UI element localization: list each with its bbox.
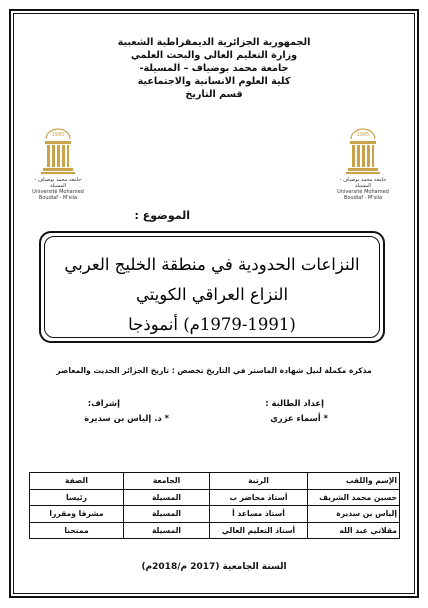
university-emblem-icon [30,125,86,177]
table-row [30,489,400,506]
prepared-by-label: إعداد الطالبة : [265,398,324,408]
supervision-label: إشراف: [87,398,120,408]
jury-member-rank: أستاذ مساعد أ [210,506,308,523]
thesis-title-line-2: النزاع العراقي الكويتي [135,285,289,304]
jury-member-role: رئيسا [30,489,124,506]
logo-year-text: 1985 [51,132,65,138]
header-republic: الجمهورية الجزائرية الديمقراطية الشعبية [117,37,311,48]
logo-caption-right [335,177,391,201]
degree-statement: مذكرة مكملة لنيل شهادة الماستر في التاريخ تخصص : تاريخ الجزائر الحديث والمعاصر [56,366,372,375]
jury-member-rank: أستاذ محاضر ب [210,489,308,506]
university-logo-left [30,125,86,201]
header-ministry: وزارة التعليم العالي والبحث العلمي [130,50,298,61]
student-name: * أسماء عزري [270,413,328,423]
thesis-title-box [39,231,385,343]
jury-member-role: مشرفا ومقررا [30,506,124,523]
logo-year-text: 1985 [356,132,370,138]
university-emblem-icon [335,125,391,177]
table-row [30,522,400,539]
col-header-rank: الرتبة [210,473,308,490]
logo-name-ar: جامعة محمد بوضياف - المسيلة [34,177,82,189]
table-row [30,506,400,523]
university-logo-right [335,125,391,201]
col-header-university: الجامعة [124,473,210,490]
logo-name-en: Université Mohamed Boudiaf - M'sila [32,189,84,201]
thesis-title-line-3: (1979-1991م) أنموذجا [128,315,296,334]
logo-name-ar: جامعة محمد بوضياف - المسيلة [339,177,387,189]
jury-member-rank: أستاذ التعليم العالي [210,522,308,539]
logo-caption-left [30,177,86,201]
thesis-title-line-1: النزاعات الحدودية في منطقة الخليج العربي [64,255,360,274]
academic-year: السنة الجامعية (2017 م/2018م) [141,562,287,572]
col-header-name: الإسم واللقب [308,473,400,490]
header-department: قسم التاريخ [185,89,243,100]
jury-member-name: مقلاتي عبد الله [308,522,400,539]
jury-member-university: المسيلة [124,506,210,523]
jury-member-name: إلياس بن سديرة [308,506,400,523]
logo-name-en: Université Mohamed Boudiaf - M'sila [337,189,389,201]
jury-header-row [30,473,400,490]
header-university: جامعة محمد بوضياف – المسيلة- [139,63,289,74]
institution-header [0,36,428,101]
col-header-role: الصفة [30,473,124,490]
supervisor-name: * د. إلياس بن سديرة [84,413,169,423]
jury-table [29,472,400,539]
jury-member-name: حسين محمد الشريف [308,489,400,506]
jury-member-role: ممتحنا [30,522,124,539]
jury-member-university: المسيلة [124,489,210,506]
subject-label: الموضوع : [134,209,190,222]
header-faculty: كلية العلوم الانسانية والاجتماعية [137,76,291,87]
jury-member-university: المسيلة [124,522,210,539]
